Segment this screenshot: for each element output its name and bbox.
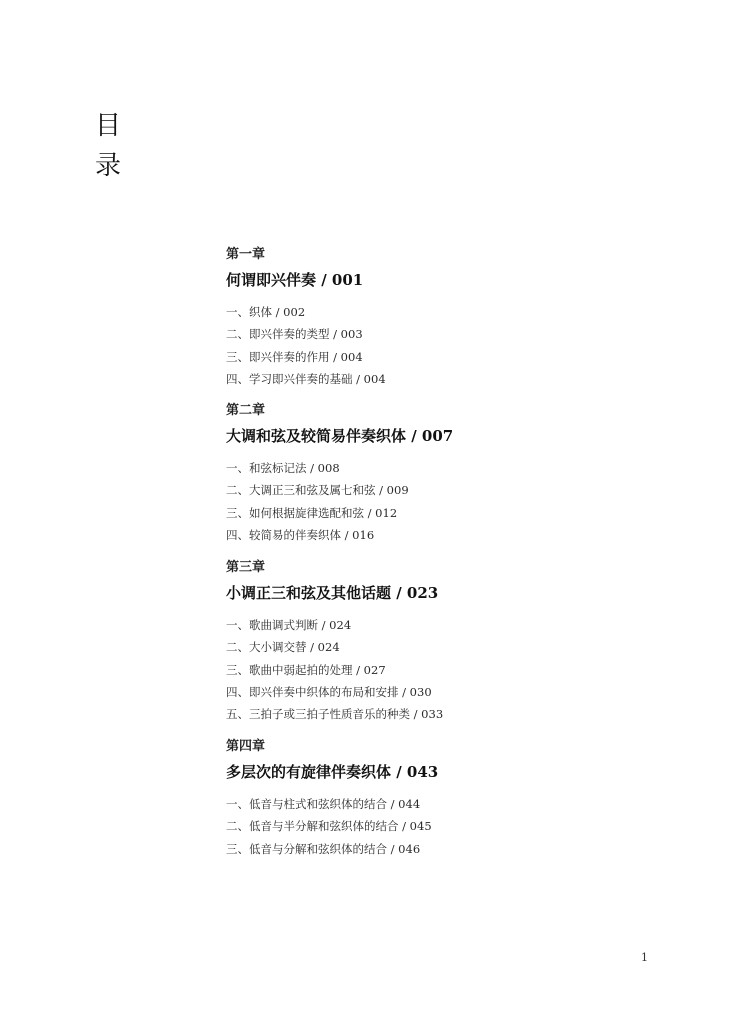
chapter-entries [226, 793, 706, 860]
toc-entry[interactable]: 一、和弦标记法 / 008 [226, 461, 340, 475]
chapter-1 [226, 245, 706, 390]
chapter-entries [226, 614, 706, 725]
chapter-2 [226, 401, 706, 546]
page-title-char-1: 目 [95, 111, 122, 141]
toc-entry[interactable]: 三、如何根据旋律选配和弦 / 012 [226, 505, 398, 520]
toc-entry[interactable]: 一、低音与柱式和弦织体的结合 / 044 [226, 797, 421, 811]
toc-entry[interactable]: 四、较简易的伴奏织体 / 016 [226, 527, 375, 542]
toc-entry[interactable]: 三、即兴伴奏的作用 / 004 [226, 349, 363, 364]
page-title [95, 106, 125, 186]
chapter-label: 第二章 [226, 403, 266, 418]
chapter-4 [226, 737, 706, 860]
toc-entry[interactable]: 二、低音与半分解和弦织体的结合 / 045 [226, 819, 432, 834]
toc-entry[interactable]: 一、歌曲调式判断 / 024 [226, 618, 352, 632]
toc-entry[interactable]: 三、低音与分解和弦织体的结合 / 046 [226, 841, 421, 856]
chapter-entries [226, 301, 706, 390]
chapter-entries [226, 457, 706, 546]
chapter-title[interactable]: 大调和弦及较简易伴奏织体 / 007 [226, 427, 454, 445]
toc-entry[interactable]: 五、三拍子或三拍子性质音乐的种类 / 033 [226, 707, 444, 722]
toc-entry[interactable]: 三、歌曲中弱起拍的处理 / 027 [226, 662, 386, 677]
chapter-title[interactable]: 多层次的有旋律伴奏织体 / 043 [226, 763, 439, 781]
chapter-3 [226, 558, 706, 725]
toc-entry[interactable]: 一、织体 / 002 [226, 305, 306, 319]
toc-entry[interactable]: 二、即兴伴奏的类型 / 003 [226, 327, 363, 342]
chapter-label: 第三章 [226, 560, 266, 575]
toc-entry[interactable]: 四、学习即兴伴奏的基础 / 004 [226, 371, 386, 386]
chapter-title[interactable]: 小调正三和弦及其他话题 / 023 [226, 584, 439, 602]
toc-entry[interactable]: 四、即兴伴奏中织体的布局和安排 / 030 [226, 684, 432, 699]
page-number: 1 [641, 951, 648, 964]
chapter-label: 第四章 [226, 739, 266, 754]
toc-entry[interactable]: 二、大小调交替 / 024 [226, 640, 340, 655]
toc-entry[interactable]: 二、大调正三和弦及属七和弦 / 009 [226, 483, 409, 498]
chapter-title[interactable]: 何谓即兴伴奏 / 001 [226, 271, 364, 289]
chapter-label: 第一章 [226, 247, 266, 262]
page-title-char-2: 录 [95, 151, 122, 181]
